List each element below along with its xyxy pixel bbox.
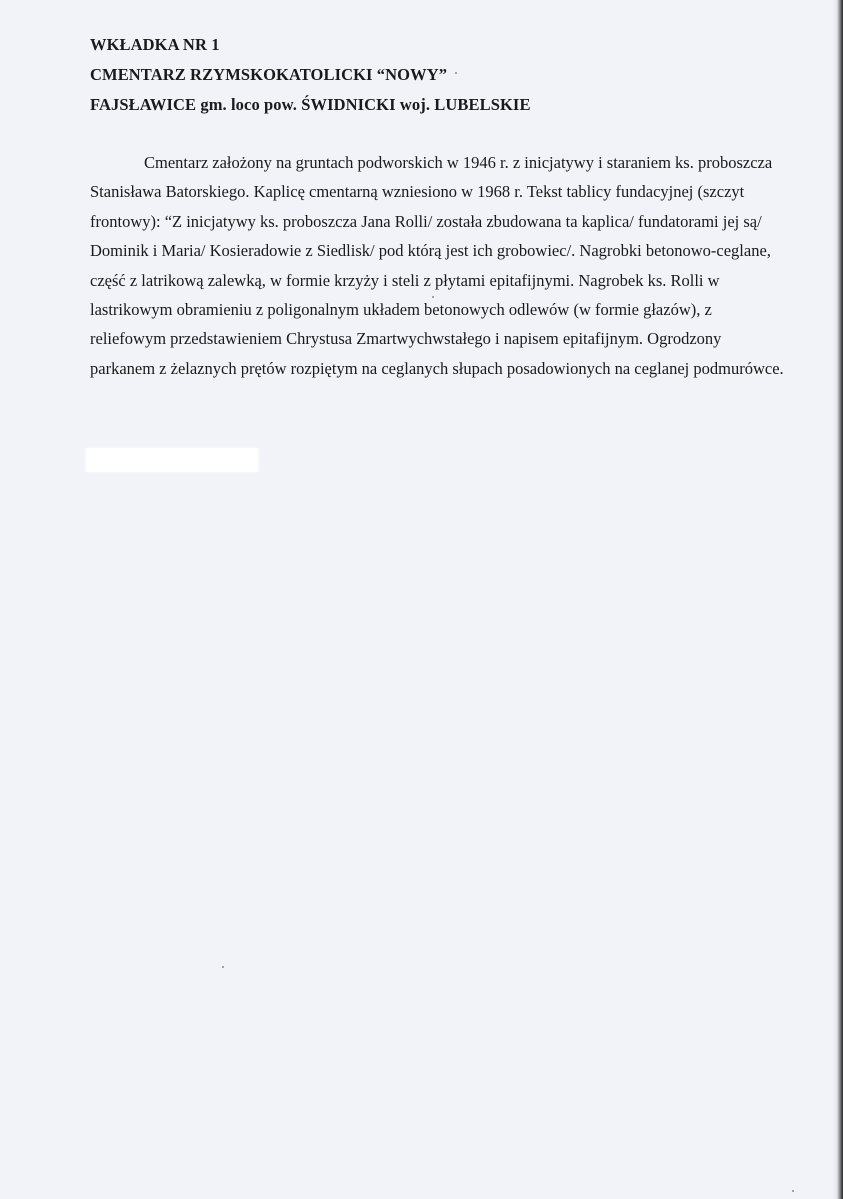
- scan-speck: [455, 72, 457, 74]
- insert-number-heading: WKŁADKA NR 1: [90, 35, 220, 54]
- description-paragraph: Cmentarz założony na gruntach podworskich w 1946 r. z inicjatywy i staraniem ks. proboszcza Stanisława Batorskiego. Kaplicę cmentarną wzniesiono w 1968 r. Tekst tablicy fundacyjnej (szczyt frontowy): “Z inicjatywy ks. proboszcza Jana Rolli/ została zbudowana ta kaplica/ fundatorami jej są/ Dominik i Maria/ Kosieradowie z Siedlisk/ pod którą jest ich grobowiec/. Nagrobki betonowo-ceglane, część z latrikową zalewką, w formie krzyży i steli z płytami epitafijnymi. Nagrobek ks. Rolli w lastrikowym obramieniu z poligonalnym układem betonowych odlewów (w formie głazów), z reliefowym przedstawieniem Chrystusa Zmartwychwstałego i napisem epitafijnym. Ogrodzony parkanem z żelaznych prętów rozpiętym na ceglanych słupach posadowionych na ceglanej podmurówce.: [90, 153, 784, 378]
- location-heading: FAJSŁAWICE gm. loco pow. ŚWIDNICKI woj. LUBELSKIE: [90, 95, 531, 114]
- scan-speck: [792, 1190, 794, 1192]
- scan-speck: [222, 966, 224, 968]
- document-header: [90, 30, 810, 120]
- correction-patch: [86, 448, 258, 472]
- scan-speck: [432, 296, 434, 298]
- scan-edge-shadow: [833, 0, 843, 1199]
- cemetery-name-heading: CMENTARZ RZYMSKOKATOLICKI “NOWY”: [90, 65, 448, 84]
